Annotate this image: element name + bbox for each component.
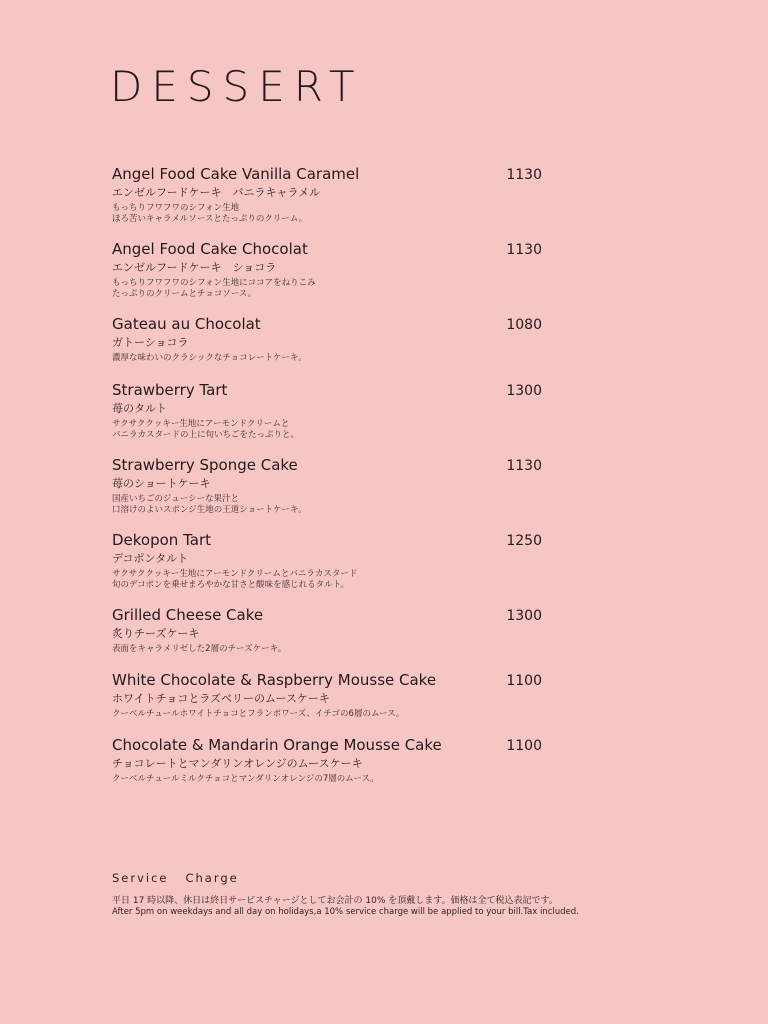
item-name-jp: エンゼルフードケーキ バニラキャラメル	[112, 186, 321, 199]
menu-item	[112, 164, 542, 225]
item-description	[112, 774, 542, 785]
item-price: 1300	[506, 608, 542, 624]
item-name-en: Angel Food Cake Chocolat	[112, 240, 308, 258]
item-name-en: Grilled Cheese Cake	[112, 606, 264, 624]
item-name-en: Chocolate & Mandarin Orange Mousse Cake	[112, 736, 442, 754]
item-description-line: 国産いちごのジューシーな果汁と	[112, 494, 240, 504]
item-description-line: サクサククッキー生地にアーモンドクリームとバニラカスタード	[112, 569, 358, 579]
item-price: 1130	[506, 167, 542, 183]
item-name-en: Gateau au Chocolat	[112, 315, 261, 333]
menu-item	[112, 239, 542, 300]
item-price: 1130	[506, 458, 542, 474]
page-title: DESSERT	[110, 62, 364, 111]
item-name-jp: チョコレートとマンダリンオレンジのムースケーキ	[112, 757, 363, 770]
item-price: 1300	[506, 383, 542, 399]
item-description	[112, 709, 542, 720]
item-description-line: もっちりフワフワのシフォン生地	[112, 203, 240, 213]
item-description-line: ほろ苦いキャラメルソースとたっぷりのクリーム。	[112, 214, 308, 224]
item-name-jp: エンゼルフードケーキ ショコラ	[112, 261, 277, 274]
item-description-line: 表面をキャラメリゼした2層のチーズケーキ。	[112, 644, 287, 654]
item-description	[112, 569, 542, 591]
item-description-line: クーベルチュールホワイトチョコとフランボワーズ、イチゴの6層のムース。	[112, 709, 405, 719]
item-description	[112, 419, 542, 441]
item-price: 1250	[506, 533, 542, 549]
menu-item	[112, 380, 542, 441]
menu-item	[112, 670, 542, 720]
item-description-line: クーベルチュールミルクチョコとマンダリンオレンジの7層のムース。	[112, 774, 379, 784]
menu-item	[112, 735, 542, 785]
item-name-en: Strawberry Sponge Cake	[112, 456, 298, 474]
item-price: 1100	[506, 673, 542, 689]
item-description-line: たっぷりのクリームとチョコソース。	[112, 289, 257, 299]
service-charge-note-jp: 平日 17 時以降、休日は終日サービスチャージとしてお会計の 10% を頂戴します。価格は全て税込表記です。	[112, 896, 558, 906]
item-name-en: Dekopon Tart	[112, 531, 212, 549]
item-description	[112, 353, 542, 364]
menu-item	[112, 314, 542, 364]
service-charge-note-en: After 5pm on weekdays and all day on holidays,a 10% service charge will be applied to your bill.Tax included.	[112, 907, 579, 917]
menu-item	[112, 455, 542, 516]
item-description-line: サクサククッキー生地にアーモンドクリームと	[112, 419, 290, 429]
service-charge-section	[112, 871, 712, 918]
item-name-jp: 苺のタルト	[112, 402, 167, 415]
item-description-line: もっちりフワフワのシフォン生地にココアをねりこみ	[112, 278, 316, 288]
item-description	[112, 494, 542, 516]
item-name-en: White Chocolate & Raspberry Mousse Cake	[112, 671, 437, 689]
item-name-jp: 苺のショートケーキ	[112, 477, 211, 490]
item-price: 1130	[506, 242, 542, 258]
item-description	[112, 644, 542, 655]
item-description-line: 濃厚な味わいのクラシックなチョコレートケーキ。	[112, 353, 307, 363]
item-name-jp: ガトーショコラ	[112, 336, 189, 349]
item-description-line: 旬のデコポンを乗せまろやかな甘さと酸味を感じれるタルト。	[112, 580, 349, 590]
item-description-line: バニラカスタードの上に旬いちごをたっぷりと。	[112, 430, 300, 440]
item-price: 1080	[506, 317, 542, 333]
item-name-jp: 炙りチーズケーキ	[112, 627, 200, 640]
service-charge-title: Service Charge	[112, 871, 239, 885]
menu-item	[112, 605, 542, 655]
item-description-line: 口溶けのよいスポンジ生地の王道ショートケーキ。	[112, 505, 307, 515]
item-price: 1100	[506, 738, 542, 754]
item-name-en: Strawberry Tart	[112, 381, 228, 399]
item-description	[112, 203, 542, 225]
item-name-jp: デコポンタルト	[112, 552, 189, 565]
item-name-en: Angel Food Cake Vanilla Caramel	[112, 165, 360, 183]
item-description	[112, 278, 542, 300]
menu-item	[112, 530, 542, 591]
item-name-jp: ホワイトチョコとラズベリーのムースケーキ	[112, 692, 330, 705]
